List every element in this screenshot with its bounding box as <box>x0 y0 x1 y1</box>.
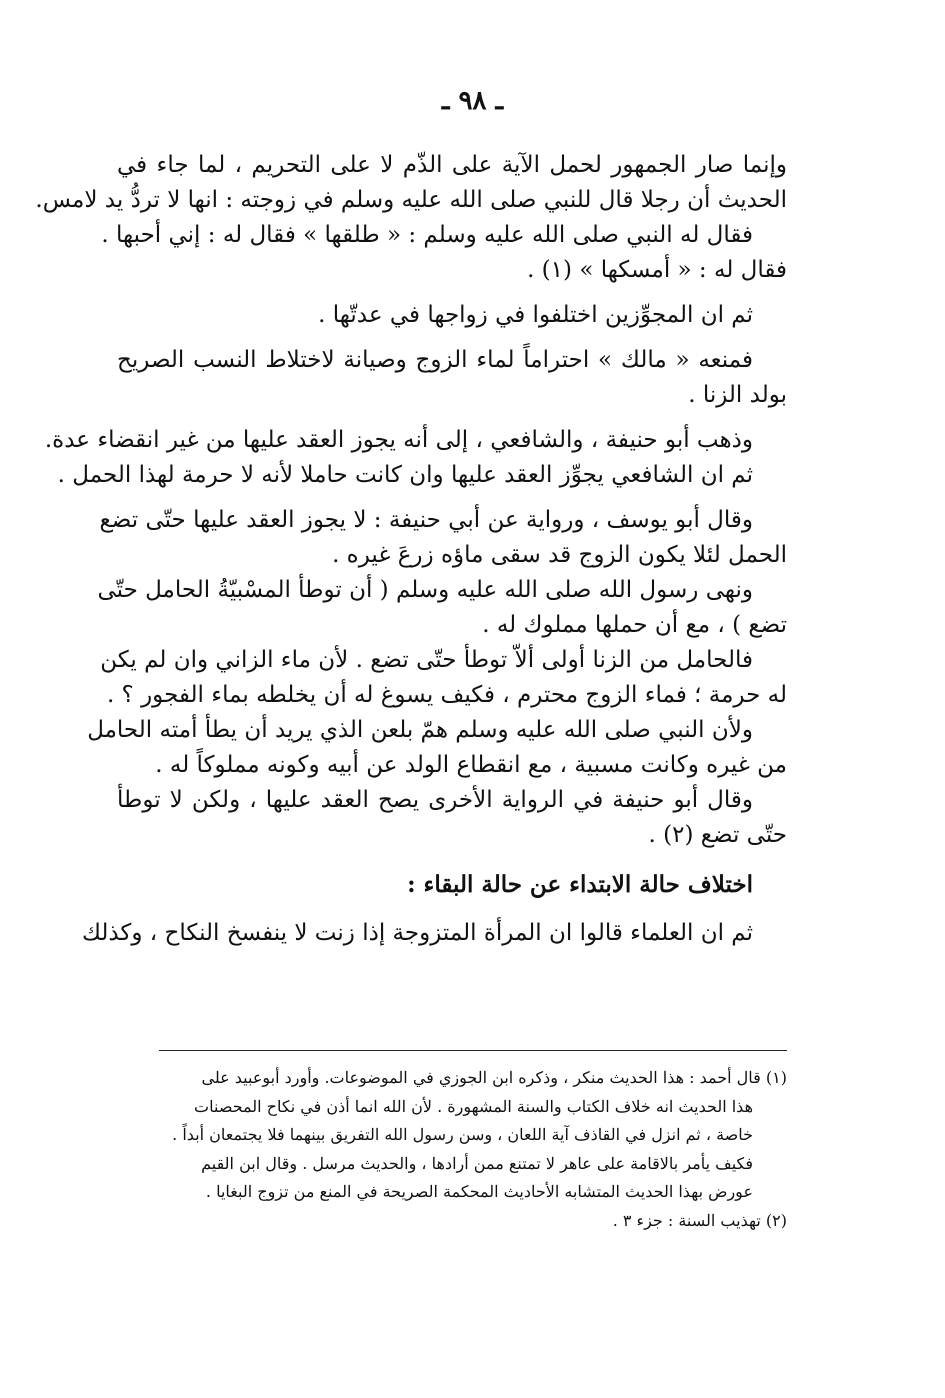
text-line: فمنعه « مالك » احتراماً لماء الزوج وصيانة لاختلاط النسب الصريح <box>117 347 753 373</box>
text-line: فالحامل من الزنا أولى ألاّ توطأ حتّى تضع . لأن ماء الزاني وان لم يكن <box>100 647 753 673</box>
text-line: ونهى رسول الله صلى الله عليه وسلم ( أن توطأ المسْبيّةُ الحامل حتّى <box>97 577 753 603</box>
footnote-divider <box>159 1050 787 1051</box>
text-line: ثم ان الشافعي يجوِّز العقد عليها وان كانت حاملا لأنه لا حرمة لهذا الحمل . <box>57 462 753 488</box>
text-line: حتّى تضع (٢) . <box>648 822 787 848</box>
text-line: ثم ان المجوِّزين اختلفوا في زواجها في عدتّها . <box>318 302 753 328</box>
footnote-line: هذا الحديث انه خلاف الكتاب والسنة المشهورة . لأن الله انما أذن في نكاح المحصنات <box>194 1096 753 1116</box>
text-line: الحمل لئلا يكون الزوج قد سقى ماؤه زرعَ غيره . <box>332 542 787 568</box>
footnote-line: عورض بهذا الحديث المتشابه الأحاديث المحكمة الصريحة في المنع من تزوج البغايا . <box>205 1182 753 1201</box>
text-line: وذهب أبو حنيفة ، والشافعي ، إلى أنه يجوز العقد عليها من غير انقضاء عدة. <box>44 427 753 453</box>
text-line: فقال له : « أمسكها » (١) . <box>527 257 787 283</box>
text-line: وقال أبو حنيفة في الرواية الأخرى يصح العقد عليها ، ولكن لا توطأ <box>117 787 753 813</box>
footnote-line: فكيف يأمر بالاقامة على عاهر لا تمتنع ممن أرادها ، والحديث مرسل . وقال ابن القيم <box>201 1153 753 1173</box>
text-line: الحديث أن رجلا قال للنبي صلى الله عليه وسلم في زوجته : انها لا تردُّ يد لامس. <box>35 187 787 213</box>
footnote-line: خاصة ، ثم انزل في القاذف آية اللعان ، وسن رسول الله التفريق بينهما فلا يجتمعان أبداً . <box>172 1125 753 1144</box>
text-line: ولأن النبي صلى الله عليه وسلم همّ بلعن الذي يريد أن يطأ أمته الحامل <box>87 717 753 743</box>
main-text <box>35 148 787 951</box>
text-line: بولد الزنا . <box>688 382 787 408</box>
text-line: وقال أبو يوسف ، ورواية عن أبي حنيفة : لا يجوز العقد عليها حتّى تضع <box>99 507 753 533</box>
section-heading: اختلاف حالة الابتداء عن حالة البقاء : <box>407 871 753 898</box>
text-line: من غيره وكانت مسبية ، مع انقطاع الولد عن أبيه وكونه مملوكاً له . <box>155 752 787 778</box>
text-line: فقال له النبي صلى الله عليه وسلم : « طلقها » فقال له : إني أحبها . <box>101 222 753 248</box>
text-line: تضع ) ، مع أن حملها مملوك له . <box>482 612 787 638</box>
footnote-line: (٢) تهذيب السنة : جزء ٣ . <box>612 1210 787 1230</box>
text-line: له حرمة ؛ فماء الزوج محترم ، فكيف يسوغ له أن يخلطه بماء الفجور ؟ . <box>106 682 787 708</box>
text-line: وإنما صار الجمهور لحمل الآية على الذّم لا على التحريم ، لما جاء في <box>117 152 787 178</box>
footnote-line: (١) قال أحمد : هذا الحديث منكر ، وذكره ابن الجوزي في الموضوعات. وأورد أبوعبيد على <box>201 1068 787 1087</box>
footnotes <box>117 1064 787 1235</box>
page-number: ـ ٩٨ ـ <box>441 86 504 116</box>
text-line: ثم ان العلماء قالوا ان المرأة المتزوجة إذا زنت لا ينفسخ النكاح ، وكذلك <box>81 920 753 946</box>
